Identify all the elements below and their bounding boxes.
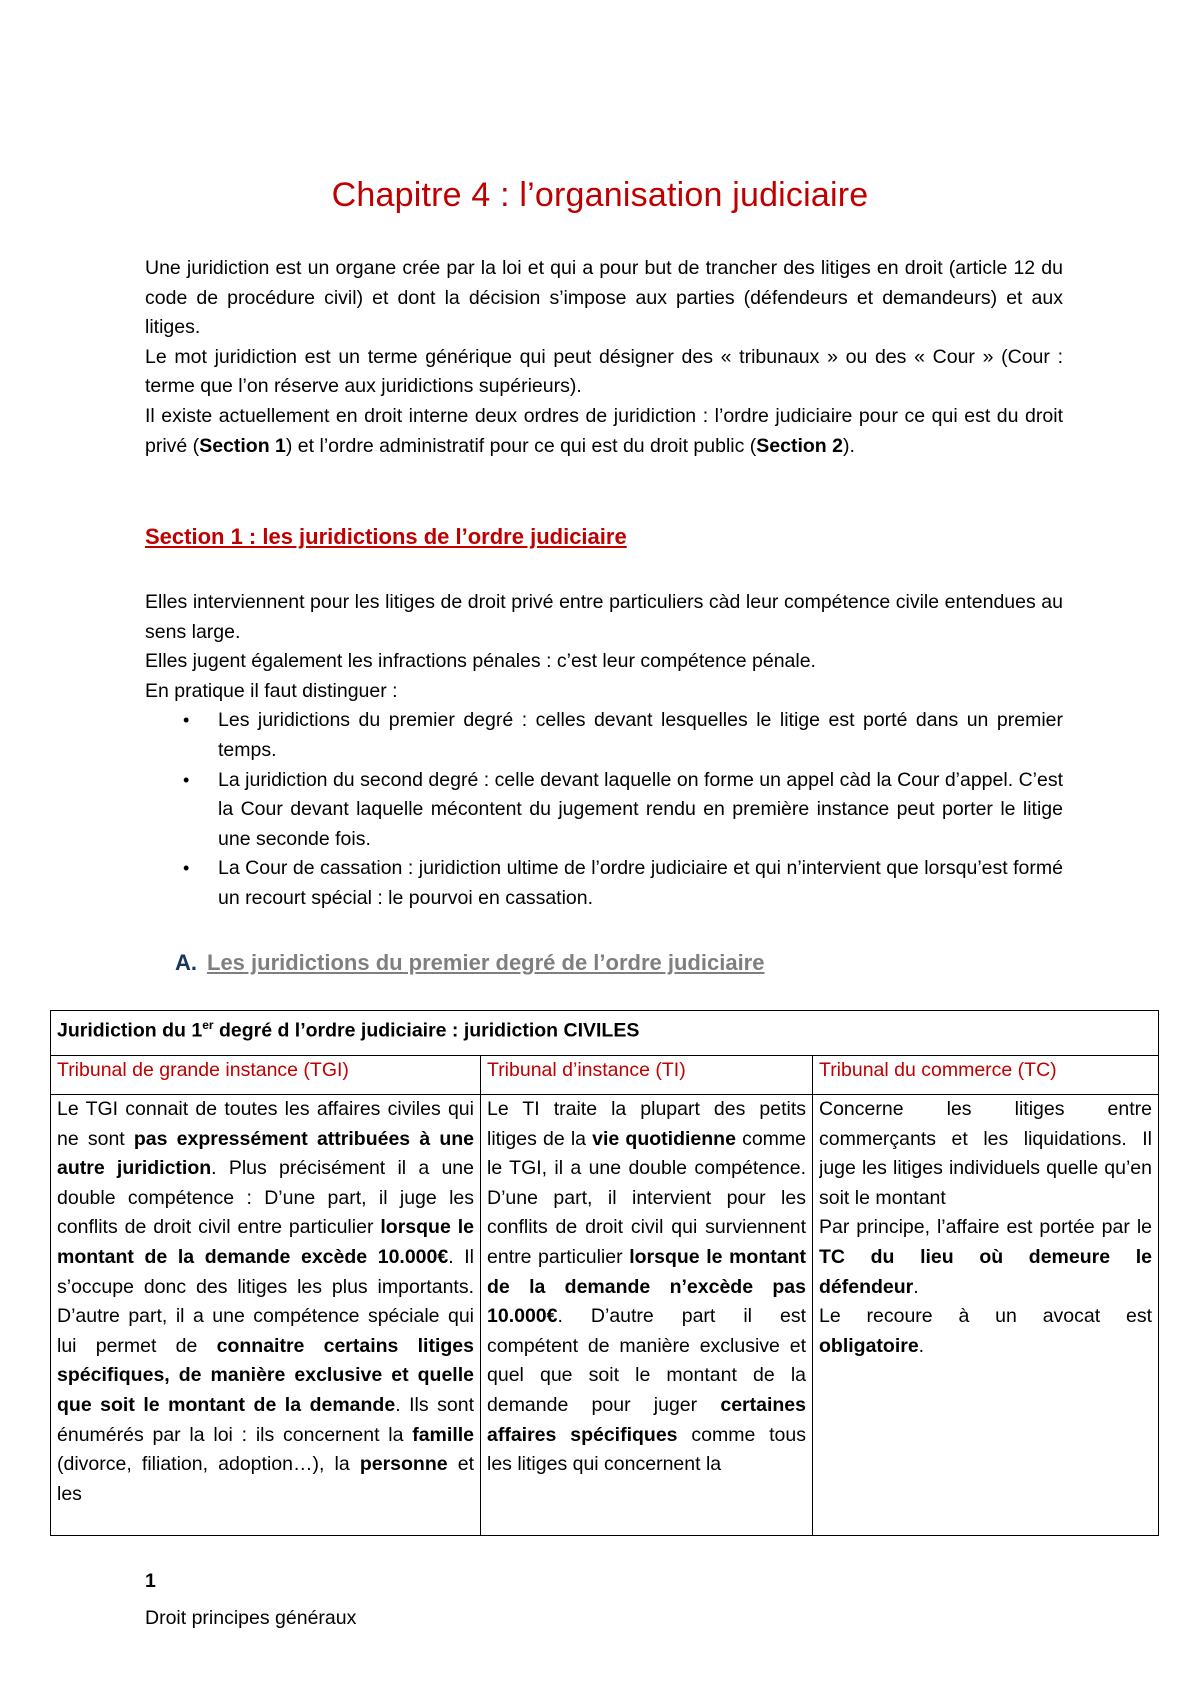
cell-tc-text: [819, 1095, 1152, 1535]
section-1-title: Section 1 : les juridictions de l’ordre judiciaire: [145, 524, 627, 549]
list-item: [145, 854, 1063, 913]
intro-paragraph-2: Le mot juridiction est un terme générique qui peut désigner des « tribunaux » ou des « Cour » (Cour : terme que l’on réserve aux juridictions supérieurs).: [145, 345, 1063, 398]
civil-jurisdictions-table: [50, 1010, 1159, 1536]
header-tgi: Tribunal de grande instance (TGI): [51, 1056, 481, 1095]
section-2-ref: Section 2: [756, 434, 843, 457]
table-row: [51, 1095, 1159, 1536]
cell-ti-text: Le TI traite la plupart des petits litiges de la vie quotidienne comme le TGI, il a une double compétence. D’une part, il intervient pour les conflits de droit civil qui surviennent entre particulier lorsque le montant de la demande n’excède pas 10.000€. D’autre part il est compétent de manière exclusive et quel que soit le montant de la demande pour juger certaines affaires spécifiques comme tous les litiges qui concernent la: [487, 1098, 806, 1476]
header-ti: Tribunal d’instance (TI): [481, 1056, 813, 1095]
intro-text: [145, 254, 1063, 461]
table-title-text-a: Juridiction du 1: [57, 1019, 203, 1042]
intro-p3-text-c: ) et l’ordre administratif pour ce qui est du droit public (: [285, 434, 757, 457]
section-1-paragraph-1: Elles interviennent pour les litiges de droit privé entre particuliers càd leur compétence civile entendues au sens large.: [145, 591, 1063, 643]
list-item: [145, 766, 1063, 855]
tc-paragraph-2: Par principe, l’affaire est portée par le TC du lieu où demeure le défendeur.: [819, 1216, 1152, 1298]
bullet-icon: •: [183, 769, 190, 790]
intro-p3-text-e: ).: [842, 434, 855, 457]
table-title-sup: er: [202, 1018, 214, 1032]
tc-paragraph-1: Concerne les litiges entre commerçants et les liquidations. Il juge les litiges individuels quelle qu’en soit le montant: [819, 1098, 1152, 1209]
list-item-text: Les juridictions du premier degré : celles devant lesquelles le litige est porté dans un premier temps.: [218, 709, 1063, 761]
subsection-a-heading: [175, 950, 764, 976]
header-tc: Tribunal du commerce (TC): [813, 1056, 1159, 1095]
subsection-title: Les juridictions du premier degré de l’ordre judiciaire: [207, 950, 765, 975]
intro-paragraph-3: [145, 402, 1063, 461]
list-item-text: La Cour de cassation : juridiction ultime de l’ordre judiciaire et qui n’intervient que lorsqu’est formé un recourt spécial : le pourvoi en cassation.: [218, 857, 1063, 909]
section-1-paragraph-3: En pratique il faut distinguer :: [145, 679, 398, 702]
list-item: [145, 706, 1063, 765]
subsection-letter: A.: [175, 950, 197, 975]
degree-list: [145, 706, 1063, 913]
chapter-title: Chapitre 4 : l’organisation judiciaire: [331, 176, 869, 214]
bullet-icon: •: [183, 858, 190, 879]
cell-tc: [813, 1095, 1159, 1536]
table-title-text-b: degré d l’ordre judiciaire : juridiction CIVILES: [213, 1019, 640, 1042]
page-number: 1: [145, 1570, 156, 1592]
intro-paragraph-1: Une juridiction est un organe crée par la loi et qui a pour but de trancher des litiges en droit (article 12 du code de procédure civil) et dont la décision s’impose aux parties (défendeurs et demandeurs) et aux litiges.: [145, 257, 1063, 339]
cell-tgi: [51, 1095, 481, 1536]
section-1-ref: Section 1: [199, 434, 286, 457]
section-1-body: [145, 588, 1063, 914]
list-item-text: La juridiction du second degré : celle devant laquelle on forme un appel càd la Cour d’appel. C’est la Cour devant laquelle mécontent du jugement rendu en première instance peut porter le litige une seconde fois.: [218, 768, 1063, 850]
table-title-row: [51, 1011, 1159, 1056]
intro-p3-text-a: Il existe actuellement en droit interne deux ordres de juridiction : l’ordre judiciaire pour ce qui est du droit privé (: [145, 404, 1063, 457]
cell-ti: [481, 1095, 813, 1536]
section-1-paragraph-2: Elles jugent également les infractions pénales : c’est leur compétence pénale.: [145, 650, 816, 673]
table-header-row: [51, 1056, 1159, 1095]
table-title: [51, 1011, 1159, 1056]
cell-tgi-text: Le TGI connait de toutes les affaires civiles qui ne sont pas expressément attribuées à une autre juridiction. Plus précisément il a une double compétence : D’une part, il juge les conflits de droit civil entre particulier lorsque le montant de la demande excède 10.000€. Il s’occupe donc des litiges les plus importants. D’autre part, il a une compétence spéciale qui lui permet de connaitre certains litiges spécifiques, de manière exclusive et quelle que soit le montant de la demande. Ils sont énumérés par la loi : ils concernent la famille (divorce, filiation, adoption…), la personne et les: [57, 1098, 474, 1505]
footer-text: Droit principes généraux: [145, 1607, 357, 1629]
tc-paragraph-3: Le recoure à un avocat est obligatoire.: [819, 1305, 1152, 1357]
bullet-icon: •: [183, 710, 190, 731]
